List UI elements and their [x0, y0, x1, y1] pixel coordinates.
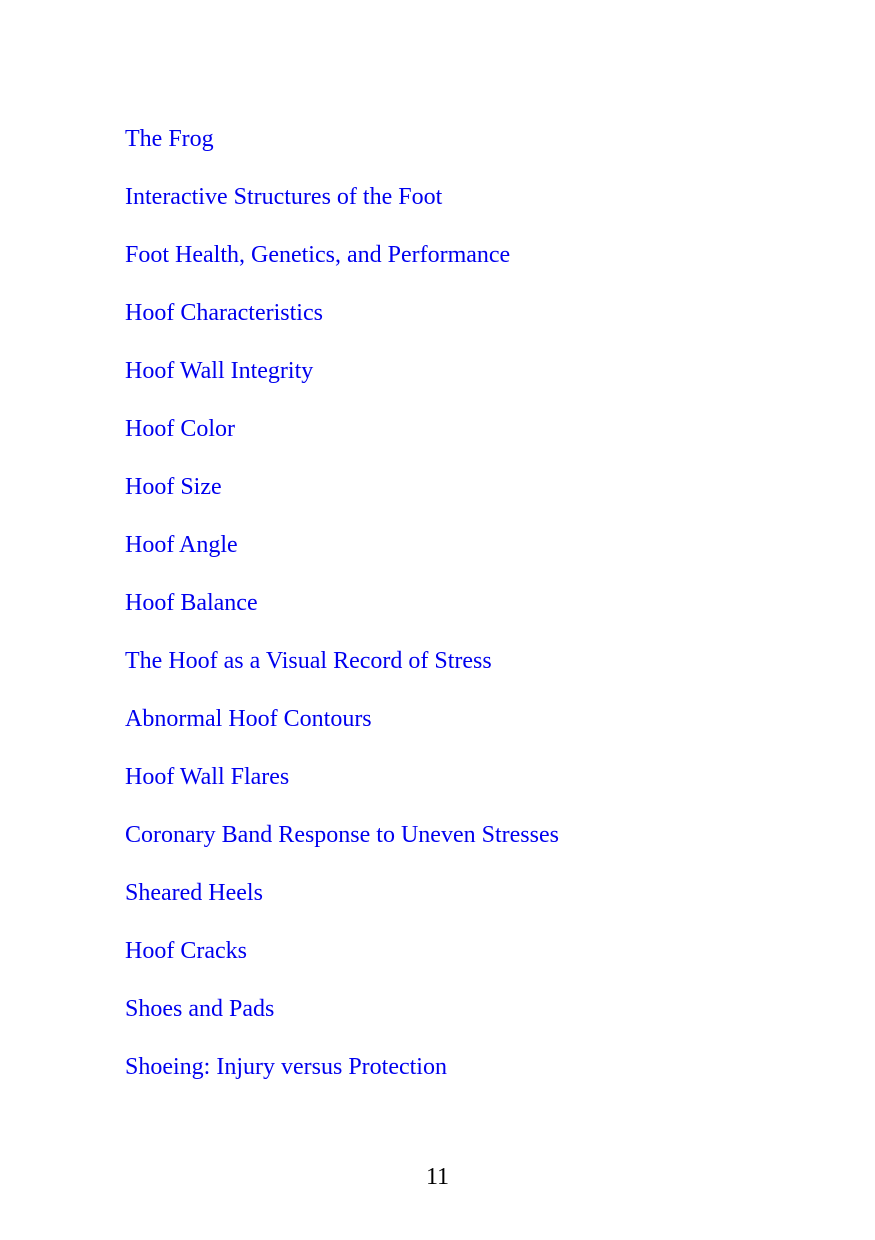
toc-link-hoof-angle[interactable]: Hoof Angle [125, 532, 238, 558]
toc-item [125, 934, 559, 992]
toc-item [125, 238, 559, 296]
toc-link-sheared-heels[interactable]: Sheared Heels [125, 880, 263, 906]
toc-item [125, 992, 559, 1050]
toc-link-visual-record-of-stress[interactable]: The Hoof as a Visual Record of Stress [125, 648, 492, 674]
toc-link-shoeing-injury-protection[interactable]: Shoeing: Injury versus Protection [125, 1054, 447, 1080]
toc-link-coronary-band-response[interactable]: Coronary Band Response to Uneven Stresses [125, 822, 559, 848]
toc-link-the-frog[interactable]: The Frog [125, 126, 214, 152]
toc-item [125, 586, 559, 644]
toc-link-hoof-characteristics[interactable]: Hoof Characteristics [125, 300, 323, 326]
toc-item [125, 296, 559, 354]
toc-link-hoof-balance[interactable]: Hoof Balance [125, 590, 258, 616]
toc-item [125, 818, 559, 876]
toc-item [125, 1050, 559, 1108]
toc-link-hoof-wall-integrity[interactable]: Hoof Wall Integrity [125, 358, 314, 384]
toc-link-interactive-structures[interactable]: Interactive Structures of the Foot [125, 184, 443, 210]
toc-link-hoof-cracks[interactable]: Hoof Cracks [125, 938, 247, 964]
toc-link-hoof-color[interactable]: Hoof Color [125, 416, 235, 442]
toc-item [125, 876, 559, 934]
toc-link-foot-health[interactable]: Foot Health, Genetics, and Performance [125, 242, 511, 268]
table-of-contents [125, 122, 559, 1108]
toc-link-hoof-wall-flares[interactable]: Hoof Wall Flares [125, 764, 290, 790]
toc-item [125, 470, 559, 528]
toc-item [125, 122, 559, 180]
toc-item [125, 412, 559, 470]
toc-item [125, 528, 559, 586]
toc-item [125, 760, 559, 818]
toc-item [125, 702, 559, 760]
page-number: 11 [425, 1164, 450, 1190]
toc-link-hoof-size[interactable]: Hoof Size [125, 474, 222, 500]
toc-item [125, 354, 559, 412]
toc-link-abnormal-hoof-contours[interactable]: Abnormal Hoof Contours [125, 706, 372, 732]
toc-item [125, 644, 559, 702]
toc-item [125, 180, 559, 238]
toc-link-shoes-and-pads[interactable]: Shoes and Pads [125, 996, 275, 1022]
